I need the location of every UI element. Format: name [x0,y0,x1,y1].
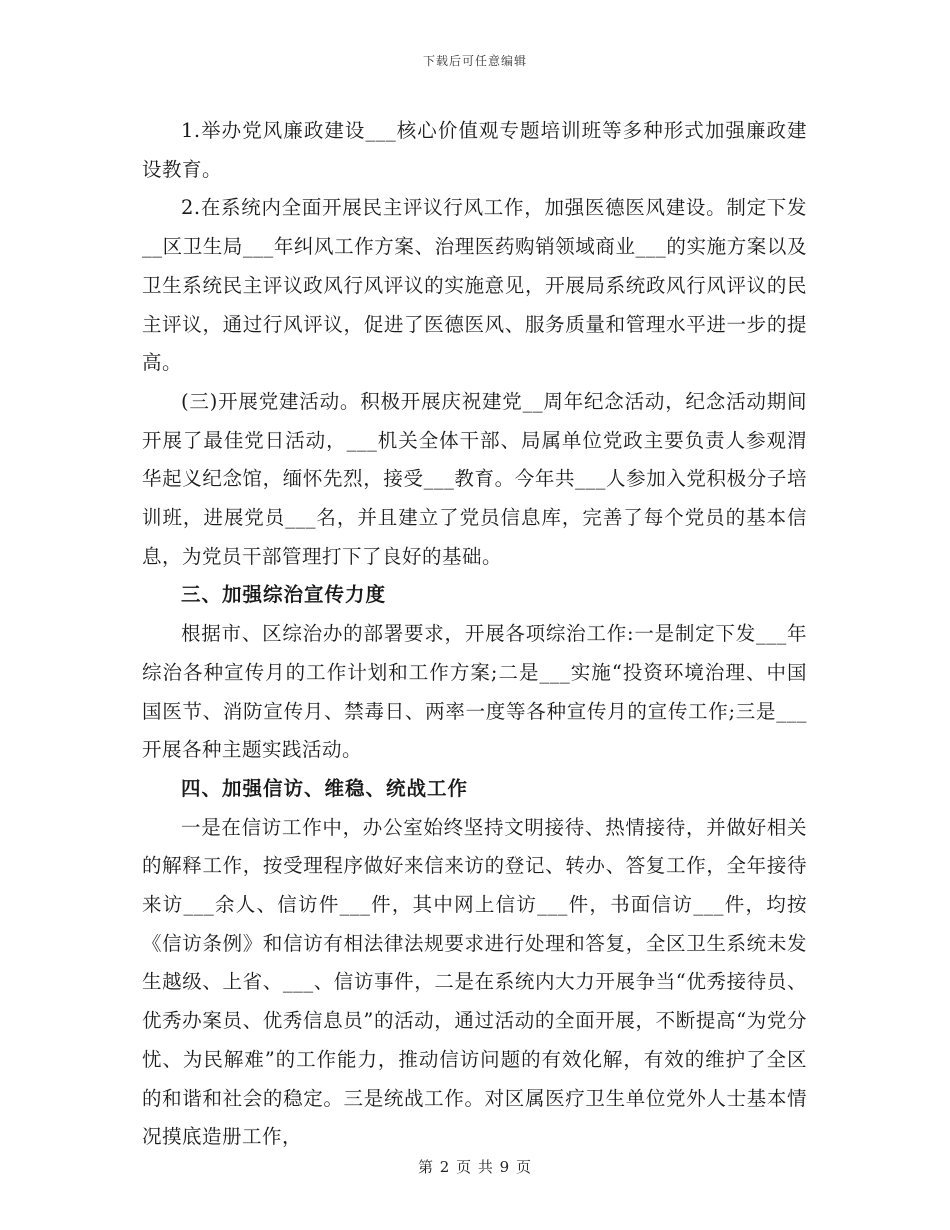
page-number: 第 2 页 共 9 页 [418,1158,532,1176]
paragraph-item-2: 2.在系统内全面开展民主评议行风工作，加强医德医风建设。制定下发__区卫生局___年纠风工作方案、治理医药购销领域商业___的实施方案以及卫生系统民主评议政风行风评议的实施意见，开展局系统政风行风评议的民主评议，通过行风评议，促进了医德医风、服务质量和管理水平进一步的提高。 [142,196,807,375]
paragraph-item-1: 1.举办党风廉政建设___核心价值观专题培训班等多种形式加强廉政建设教育。 [142,119,807,181]
section-heading-4: 四、加强信访、维稳、统战工作 [181,776,469,800]
document-body [142,112,807,1157]
section-heading-3: 三、加强综治宣传力度 [181,583,387,607]
paragraph-party-building: (三)开展党建活动。积极开展庆祝建党__周年纪念活动，纪念活动期间开展了最佳党日活动，___机关全体干部、局属单位党政主要负责人参观渭华起义纪念馆，缅怀先烈，接受___教育。今年共___人参加入党积极分子培训班，进展党员___名，并且建立了党员信息库，完善了每个党员的基本信息，为党员干部管理打下了良好的基础。 [142,389,807,568]
page-header: 下载后可任意编辑 [422,54,527,68]
paragraph-petition: 一是在信访工作中，办公室始终坚持文明接待、热情接待，并做好相关的解释工作，按受理程序做好来信来访的登记、转办、答复工作，全年接待来访___余人、信访件___件，其中网上信访___件，书面信访___件，均按《信访条例》和信访有相法律法规要求进行处理和答复，全区卫生系统未发生越级、上省、___、信访事件，二是在系统内大力开展争当“优秀接待员、优秀办案员、优秀信息员”的活动，通过活动的全面开展，不断提高“为党分忧、为民解难”的工作能力，推动信访问题的有效化解，有效的维护了全区的和谐和社会的稳定。三是统战工作。对区属医疗卫生单位党外人士基本情况摸底造册工作， [142,815,807,1149]
paragraph-publicity: 根据市、区综治办的部署要求，开展各项综治工作:一是制定下发___年综治各种宣传月的工作计划和工作方案;二是___实施“投资环境治理、中国国医节、消防宣传月、禁毒日、两率一度等各种宣传月的宣传工作;三是___开展各种主题实践活动。 [142,622,807,762]
